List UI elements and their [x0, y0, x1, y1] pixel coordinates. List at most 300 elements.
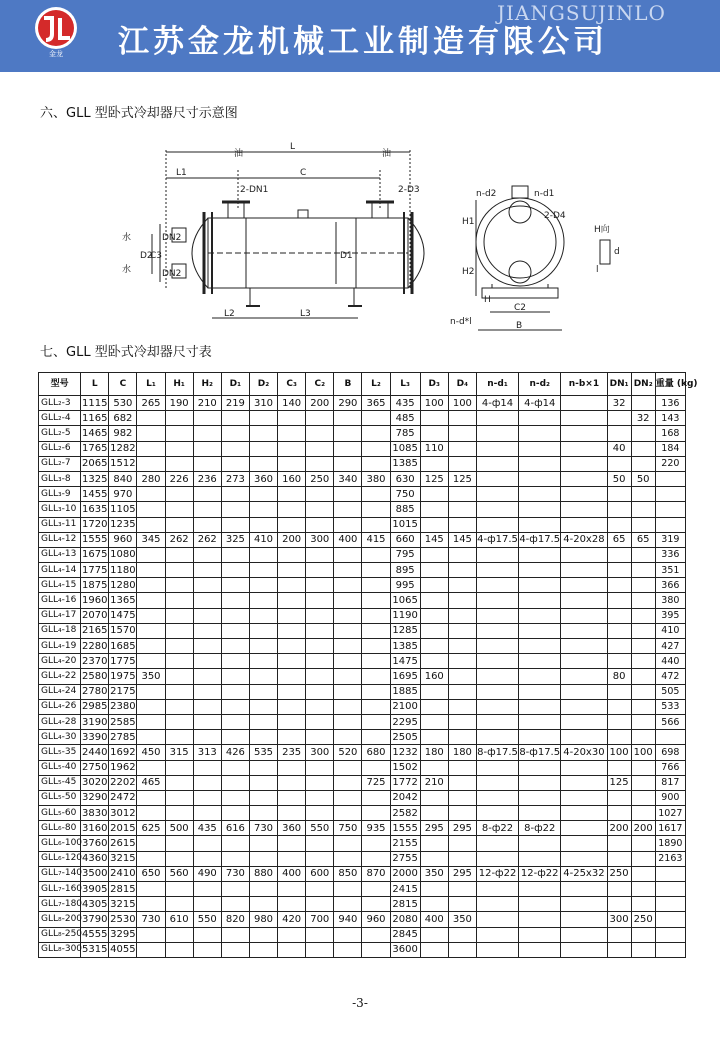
table-cell: 2175 — [109, 684, 137, 699]
table-cell — [193, 547, 221, 562]
table-cell — [165, 502, 193, 517]
table-cell — [278, 593, 306, 608]
table-cell — [334, 927, 362, 942]
table-cell — [165, 927, 193, 942]
table-row — [39, 639, 686, 654]
table-cell: 1385 — [390, 456, 420, 471]
table-row — [39, 897, 686, 912]
table-cell — [193, 654, 221, 669]
table-cell — [561, 487, 607, 502]
table-cell: 410 — [249, 532, 277, 547]
table-cell — [278, 441, 306, 456]
table-cell — [193, 714, 221, 729]
table-cell: 180 — [420, 745, 448, 760]
table-cell — [420, 502, 448, 517]
table-cell: 900 — [655, 790, 685, 805]
column-header: D₃ — [420, 373, 448, 396]
table-row — [39, 654, 686, 669]
logo-caption: 金龙 — [49, 50, 63, 58]
table-cell — [476, 714, 518, 729]
table-cell — [221, 927, 249, 942]
table-cell: 3160 — [81, 821, 109, 836]
table-cell: 140 — [278, 396, 306, 411]
table-cell — [631, 760, 655, 775]
table-cell — [362, 487, 390, 502]
table-cell — [278, 578, 306, 593]
model-cell: GLL₇-140 — [39, 866, 81, 881]
table-cell: 315 — [165, 745, 193, 760]
table-cell — [362, 714, 390, 729]
table-cell: 2202 — [109, 775, 137, 790]
table-cell — [306, 547, 334, 562]
table-cell — [249, 654, 277, 669]
table-cell — [221, 714, 249, 729]
table-cell — [306, 639, 334, 654]
dim-D2: D2 — [140, 251, 153, 261]
table-cell — [519, 851, 561, 866]
table-cell — [519, 760, 561, 775]
model-cell: GLL₄-26 — [39, 699, 81, 714]
table-cell — [448, 411, 476, 426]
table-cell — [193, 806, 221, 821]
table-cell — [561, 912, 607, 927]
table-cell — [519, 669, 561, 684]
page-number: -3- — [352, 996, 368, 1010]
table-cell — [607, 730, 631, 745]
table-cell: 2755 — [390, 851, 420, 866]
table-cell — [631, 563, 655, 578]
table-cell: 3295 — [109, 927, 137, 942]
table-cell: 366 — [655, 578, 685, 593]
table-cell — [334, 547, 362, 562]
table-cell: 1180 — [109, 563, 137, 578]
table-cell — [193, 882, 221, 897]
table-cell — [631, 426, 655, 441]
table-row — [39, 912, 686, 927]
table-row — [39, 441, 686, 456]
table-cell: 2155 — [390, 836, 420, 851]
table-cell — [306, 517, 334, 532]
table-cell — [362, 411, 390, 426]
table-row — [39, 623, 686, 638]
table-cell: 4-20x30 — [561, 745, 607, 760]
table-cell — [306, 669, 334, 684]
column-header: C₃ — [278, 373, 306, 396]
table-cell — [420, 578, 448, 593]
table-row — [39, 821, 686, 836]
dim-DN2-bottom: DN2 — [162, 269, 182, 279]
table-row — [39, 517, 686, 532]
model-cell: GLL₈-300 — [39, 942, 81, 957]
table-cell: 970 — [109, 487, 137, 502]
table-cell — [278, 730, 306, 745]
column-header: n-b×1 — [561, 373, 607, 396]
model-cell: GLL₅-35 — [39, 745, 81, 760]
dim-d: d — [614, 247, 620, 257]
table-cell — [165, 426, 193, 441]
model-cell: GLL₄-12 — [39, 532, 81, 547]
table-cell — [561, 654, 607, 669]
table-cell — [519, 699, 561, 714]
table-cell — [631, 836, 655, 851]
table-cell: 1027 — [655, 806, 685, 821]
table-cell: 1385 — [390, 639, 420, 654]
table-cell — [476, 471, 518, 486]
table-cell — [221, 669, 249, 684]
table-cell — [137, 593, 165, 608]
table-cell — [193, 517, 221, 532]
table-cell: 730 — [221, 866, 249, 881]
table-cell: 340 — [334, 471, 362, 486]
table-cell — [631, 714, 655, 729]
table-cell: 200 — [306, 396, 334, 411]
table-row — [39, 578, 686, 593]
table-cell — [278, 851, 306, 866]
table-row — [39, 593, 686, 608]
table-cell — [561, 639, 607, 654]
table-cell — [249, 942, 277, 957]
table-cell: 1512 — [109, 456, 137, 471]
table-cell: 319 — [655, 532, 685, 547]
table-cell — [607, 882, 631, 897]
column-header: B — [334, 373, 362, 396]
table-cell — [561, 714, 607, 729]
table-cell: 350 — [137, 669, 165, 684]
table-cell — [362, 760, 390, 775]
table-cell: 3215 — [109, 897, 137, 912]
table-cell — [631, 882, 655, 897]
table-cell — [519, 471, 561, 486]
table-cell: 8-ф17.5 — [476, 745, 518, 760]
table-cell — [519, 912, 561, 927]
table-cell: 110 — [420, 441, 448, 456]
table-cell: 625 — [137, 821, 165, 836]
table-cell — [165, 851, 193, 866]
table-cell — [249, 608, 277, 623]
table-cell: 32 — [607, 396, 631, 411]
table-cell — [137, 639, 165, 654]
table-cell: 136 — [655, 396, 685, 411]
table-cell — [561, 882, 607, 897]
table-cell — [362, 897, 390, 912]
water-out-label: 水 — [122, 265, 132, 275]
table-cell — [249, 456, 277, 471]
table-cell — [306, 578, 334, 593]
table-cell — [519, 654, 561, 669]
dim-H-direction: H向 — [594, 225, 610, 235]
table-cell: 80 — [607, 669, 631, 684]
table-cell — [165, 942, 193, 957]
table-cell — [631, 517, 655, 532]
table-row — [39, 927, 686, 942]
table-cell: 4-ф17.5 — [476, 532, 518, 547]
table-cell — [476, 654, 518, 669]
table-cell: 3500 — [81, 866, 109, 881]
table-cell — [631, 639, 655, 654]
table-cell — [561, 517, 607, 532]
dim-n-d1: n-d1 — [534, 189, 555, 199]
dim-B: B — [516, 321, 523, 331]
table-cell — [249, 730, 277, 745]
table-cell — [476, 669, 518, 684]
table-cell — [476, 790, 518, 805]
table-cell: 3215 — [109, 851, 137, 866]
table-cell — [519, 836, 561, 851]
table-cell: 2000 — [390, 866, 420, 881]
table-cell — [306, 441, 334, 456]
table-cell — [607, 593, 631, 608]
table-cell: 4-ф14 — [476, 396, 518, 411]
table-cell — [519, 806, 561, 821]
table-cell — [306, 897, 334, 912]
table-cell — [519, 502, 561, 517]
table-cell — [165, 608, 193, 623]
table-row — [39, 487, 686, 502]
table-cell — [137, 942, 165, 957]
table-row — [39, 745, 686, 760]
table-cell: 485 — [390, 411, 420, 426]
table-cell — [607, 714, 631, 729]
dim-2-D3: 2-D3 — [398, 185, 420, 195]
table-cell — [334, 563, 362, 578]
table-cell — [420, 487, 448, 502]
table-cell — [420, 684, 448, 699]
table-cell — [561, 456, 607, 471]
table-row — [39, 851, 686, 866]
table-cell — [334, 790, 362, 805]
table-cell — [607, 623, 631, 638]
table-cell — [221, 942, 249, 957]
table-cell — [519, 426, 561, 441]
table-cell — [137, 790, 165, 805]
table-cell — [631, 790, 655, 805]
table-cell — [137, 684, 165, 699]
table-cell — [334, 836, 362, 851]
model-cell: GLL₄-20 — [39, 654, 81, 669]
table-cell — [631, 441, 655, 456]
table-cell: 1570 — [109, 623, 137, 638]
table-cell: 4-ф17.5 — [519, 532, 561, 547]
table-cell — [561, 730, 607, 745]
table-cell — [306, 426, 334, 441]
table-cell — [221, 517, 249, 532]
table-cell — [362, 790, 390, 805]
column-header: L₁ — [137, 373, 165, 396]
table-cell — [249, 593, 277, 608]
table-cell — [607, 942, 631, 957]
table-cell: 1772 — [390, 775, 420, 790]
table-cell: 2750 — [81, 760, 109, 775]
table-cell — [334, 775, 362, 790]
table-cell — [137, 882, 165, 897]
table-cell: 1617 — [655, 821, 685, 836]
table-cell — [420, 836, 448, 851]
table-cell — [249, 927, 277, 942]
model-cell: GLL₂-6 — [39, 441, 81, 456]
table-cell — [362, 517, 390, 532]
table-cell — [334, 882, 362, 897]
table-cell — [476, 882, 518, 897]
table-cell — [221, 547, 249, 562]
table-cell — [420, 608, 448, 623]
table-cell — [607, 578, 631, 593]
column-header: D₂ — [249, 373, 277, 396]
table-cell — [519, 517, 561, 532]
table-cell — [193, 426, 221, 441]
table-cell: 1692 — [109, 745, 137, 760]
table-cell — [420, 760, 448, 775]
table-cell — [137, 517, 165, 532]
table-cell — [249, 897, 277, 912]
table-cell: 3790 — [81, 912, 109, 927]
table-cell: 3830 — [81, 806, 109, 821]
table-cell — [278, 517, 306, 532]
table-cell — [249, 563, 277, 578]
table-cell — [334, 487, 362, 502]
table-cell — [448, 684, 476, 699]
model-cell: GLL₅-40 — [39, 760, 81, 775]
table-cell — [448, 456, 476, 471]
table-cell — [655, 730, 685, 745]
table-cell — [631, 866, 655, 881]
model-cell: GLL₃-10 — [39, 502, 81, 517]
table-cell — [448, 760, 476, 775]
dim-n-d2: n-d2 — [476, 189, 497, 199]
table-cell — [137, 714, 165, 729]
table-cell — [448, 714, 476, 729]
table-cell: 2370 — [81, 654, 109, 669]
table-cell — [193, 669, 221, 684]
table-cell — [655, 866, 685, 881]
table-cell — [278, 502, 306, 517]
table-cell — [519, 456, 561, 471]
table-cell — [165, 623, 193, 638]
column-header: L₂ — [362, 373, 390, 396]
table-cell: 450 — [137, 745, 165, 760]
table-cell — [221, 563, 249, 578]
table-cell — [362, 593, 390, 608]
model-cell: GLL₄-19 — [39, 639, 81, 654]
table-cell — [420, 730, 448, 745]
dimension-table — [38, 372, 698, 958]
table-cell: 550 — [193, 912, 221, 927]
dim-L: L — [290, 142, 296, 152]
table-cell — [655, 912, 685, 927]
table-cell: 535 — [249, 745, 277, 760]
table-cell: 350 — [448, 912, 476, 927]
table-cell: 1555 — [390, 821, 420, 836]
table-cell: 400 — [420, 912, 448, 927]
table-cell: 1962 — [109, 760, 137, 775]
table-cell: 400 — [278, 866, 306, 881]
table-cell: 125 — [420, 471, 448, 486]
table-cell — [476, 730, 518, 745]
table-cell — [165, 897, 193, 912]
table-cell — [561, 821, 607, 836]
table-cell — [249, 714, 277, 729]
table-cell — [306, 502, 334, 517]
table-cell — [137, 836, 165, 851]
table-cell — [561, 851, 607, 866]
table-cell — [137, 699, 165, 714]
table-cell: 2505 — [390, 730, 420, 745]
table-cell: 1080 — [109, 547, 137, 562]
table-cell — [278, 927, 306, 942]
table-cell — [278, 639, 306, 654]
model-cell: GLL₄-16 — [39, 593, 81, 608]
table-cell: 1502 — [390, 760, 420, 775]
table-cell: 40 — [607, 441, 631, 456]
table-cell — [519, 790, 561, 805]
table-cell: 960 — [362, 912, 390, 927]
table-cell — [362, 882, 390, 897]
table-cell: 4305 — [81, 897, 109, 912]
table-cell — [631, 684, 655, 699]
table-cell — [137, 851, 165, 866]
table-cell — [334, 730, 362, 745]
table-cell — [334, 608, 362, 623]
model-cell: GLL₆-80 — [39, 821, 81, 836]
table-cell: 895 — [390, 563, 420, 578]
table-cell — [249, 699, 277, 714]
column-header: C — [109, 373, 137, 396]
table-cell — [561, 441, 607, 456]
table-cell — [561, 806, 607, 821]
table-cell: 2065 — [81, 456, 109, 471]
table-cell: 2165 — [81, 623, 109, 638]
table-cell — [420, 897, 448, 912]
table-cell: 1765 — [81, 441, 109, 456]
table-cell — [249, 487, 277, 502]
table-row — [39, 790, 686, 805]
table-cell — [249, 578, 277, 593]
table-cell: 2582 — [390, 806, 420, 821]
table-cell — [306, 927, 334, 942]
table-cell: 350 — [420, 866, 448, 881]
table-cell — [221, 790, 249, 805]
table-cell — [221, 502, 249, 517]
table-cell: 310 — [249, 396, 277, 411]
table-cell — [476, 927, 518, 942]
table-cell: 505 — [655, 684, 685, 699]
table-cell — [448, 563, 476, 578]
table-cell — [137, 623, 165, 638]
table-cell — [476, 593, 518, 608]
table-cell: 530 — [109, 396, 137, 411]
table-cell: 940 — [334, 912, 362, 927]
table-cell: 200 — [631, 821, 655, 836]
table-cell — [193, 593, 221, 608]
table-cell — [448, 927, 476, 942]
table-cell: 2410 — [109, 866, 137, 881]
table-cell — [278, 426, 306, 441]
watermark-text: JIANGSUJINLO — [497, 1, 666, 25]
column-header: D₄ — [448, 373, 476, 396]
table-cell — [420, 882, 448, 897]
table-cell — [362, 927, 390, 942]
table-cell — [306, 730, 334, 745]
table-cell — [334, 517, 362, 532]
table-cell — [249, 547, 277, 562]
table-cell — [165, 487, 193, 502]
table-cell — [193, 760, 221, 775]
model-cell: GLL₈-250 — [39, 927, 81, 942]
table-cell: 365 — [362, 396, 390, 411]
table-cell — [221, 760, 249, 775]
table-row — [39, 532, 686, 547]
table-cell: 145 — [448, 532, 476, 547]
table-cell — [476, 806, 518, 821]
